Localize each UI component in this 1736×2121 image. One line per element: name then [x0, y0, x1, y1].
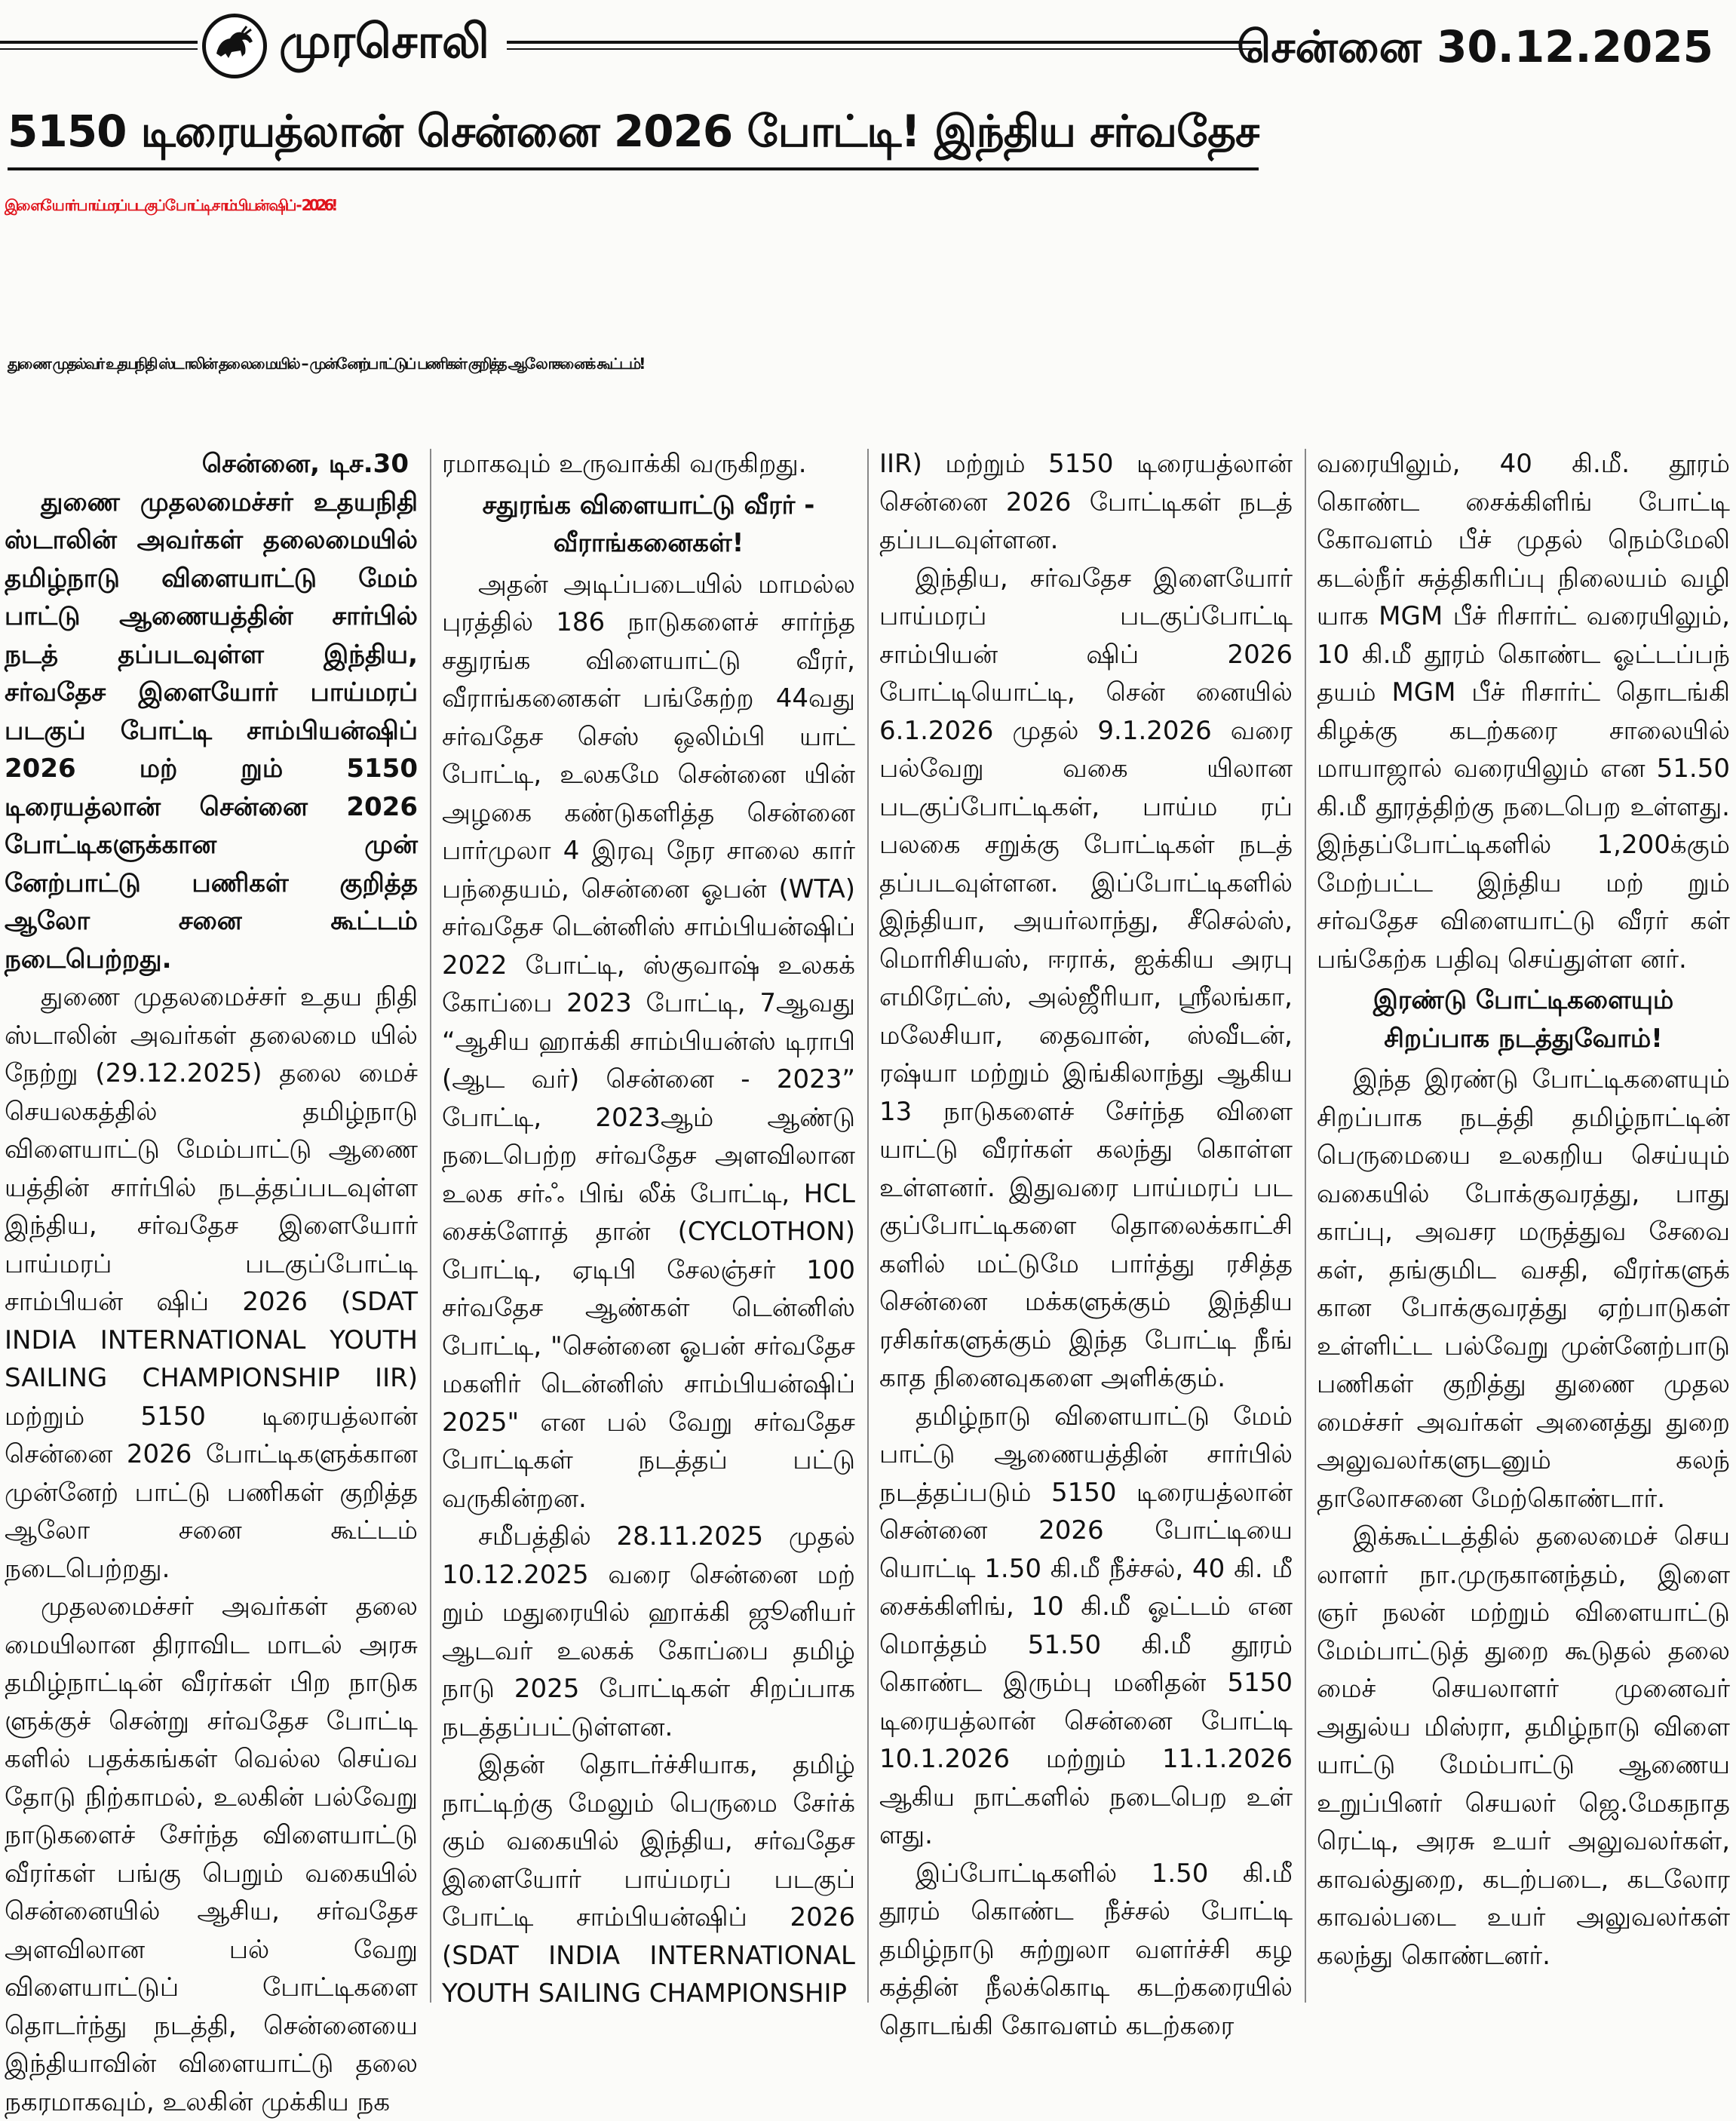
article-paragraph: சமீபத்தில் 28.11.2025 முதல் 10.12.2025 வரை சென்னை மற் றும் மதுரையில் ஹாக்கி ஜூனியர் ஆடவர் உலகக் கோப்பை தமிழ் நாடு 2025 போட்டிகள் சிறப்பாக நடத்தப்பட்டுள்ளன.	[442, 1521, 855, 1742]
masthead	[0, 0, 1736, 98]
article-column-3	[879, 445, 1293, 2041]
article-column-4	[1317, 445, 1730, 2005]
article-subheading: இரண்டு போட்டிகளையும் சிறப்பாக நடத்துவோம்!	[1373, 985, 1674, 1054]
article-column-1	[5, 445, 418, 2117]
article-subheading: சதுரங்க விளையாட்டு வீரர் - வீராங்கனைகள்!	[482, 490, 815, 558]
article-paragraph: இந்த இரண்டு போட்டிகளையும் சிறப்பாக நடத்தி தமிழ்நாட்டின் பெருமையை உலகறிய செய்யும் வகையில் போக்குவரத்து, பாது காப்பு, அவசர மருத்துவ சேவை கள், தங்குமிட வசதி, வீரர்களுக் கான போக்குவரத்து ஏற்பாடுகள் உள்ளிட்ட பல்வேறு முன்னேற்பாடு பணிகள் குறித்து துணை முதல மைச்சர் அவர்கள் அனைத்து துறை அலுவலர்களுடனும் கலந் தாலோசனை மேற்கொண்டார்.	[1317, 1064, 1730, 1514]
article-body	[0, 445, 1736, 2117]
article-paragraph-continued: IIR) மற்றும் 5150 டிரையத்லான் சென்னை 2026 போட்டிகள் நடத் தப்படவுள்ளன.	[879, 449, 1293, 555]
article-column-2	[442, 445, 855, 2009]
article-paragraph: இந்திய, சர்வதேச இளையோர் பாய்மரப் படகுப்போட்டி சாம்பியன் ஷிப் 2026 போட்டியொட்டி, சென் னையில் 6.1.2026 முதல் 9.1.2026 வரை பல்வேறு வகை யிலான படகுப்போட்டிகள், பாய்ம ரப் பலகை சறுக்கு போட்டிகள் நடத் தப்படவுள்ளன. இப்போட்டிகளில் இந்தியா, அயர்லாந்து, சீசெல்ஸ், மொரிசியஸ், ஈராக், ஐக்கிய அரபு எமிரேட்ஸ், அல்ஜீரியா, ஸ்ரீலங்கா, மலேசியா, தைவான், ஸ்வீடன், ரஷ்யா மற்றும் இங்கிலாந்து ஆகிய 13 நாடுகளைச் சேர்ந்த விளை யாட்டு வீரர்கள் கலந்து கொள்ள உள்ளனர். இதுவரை பாய்மரப் பட குப்போட்டிகளை தொலைக்காட்சி களில் மட்டுமே பார்த்து ரசித்த சென்னை மக்களுக்கும் இந்திய ரசிகர்களுக்கும் இந்த போட்டி நீங் காத நினைவுகளை அளிக்கும்.	[879, 563, 1293, 1393]
article-paragraph-continued: ரமாகவும் உருவாக்கி வருகிறது.	[442, 449, 807, 479]
article-paragraph: இக்கூட்டத்தில் தலைமைச் செய லாளர் நா.முருகானந்தம், இளை ஞர் நலன் மற்றும் விளையாட்டு மேம்பாட்டுத் துறை கூடுதல் தலை மைச் செயலாளர் முனைவர் அதுல்ய மிஸ்ரா, தமிழ்நாடு விளை யாட்டு மேம்பாட்டு ஆணைய உறுப்பினர் செயலர் ஜெ.மேகநாத ரெட்டி, அரசு உயர் அலுவலர்கள், காவல்துறை, கடற்படை, கடலோர காவல்படை உயர் அலுவலர்கள் கலந்து கொண்டனர்.	[1317, 1521, 1730, 1971]
article-paragraph: முதலமைச்சர் அவர்கள் தலை மையிலான திராவிட மாடல் அரசு தமிழ்நாட்டின் வீரர்கள் பிற நாடுக ளுக்குச் சென்று சர்வதேச போட்டி களில் பதக்கங்கள் வெல்ல செய்வ தோடு நிற்காமல், உலகின் பல்வேறு நாடுகளைச் சேர்ந்த விளையாட்டு வீரர்கள் பங்கு பெறும் வகையில் சென்னையில் ஆசிய, சர்வதேச அளவிலான பல் வேறு விளையாட்டுப் போட்டிகளை தொடர்ந்து நடத்தி, சென்னையை இந்தியாவின் விளையாட்டு தலை நகரமாகவும், உலகின் முக்கிய நக	[5, 1592, 418, 2117]
article-paragraph: இதன் தொடர்ச்சியாக, தமிழ் நாட்டிற்கு மேலும் பெருமை சேர்க் கும் வகையில் இந்திய, சர்வதேச இளையோர் பாய்மரப் படகுப் போட்டி சாம்பியன்ஷிப் 2026 (SDAT INDIA INTERNATIONAL YOUTH SAILING CHAMPIONSHIP	[442, 1750, 855, 2009]
article-paragraph: துணை முதலமைச்சர் உதய நிதி ஸ்டாலின் அவர்கள் தலைமை யில் நேற்று (29.12.2025) தலை மைச் செயலகத்தில் தமிழ்நாடு விளையாட்டு மேம்பாட்டு ஆணை யத்தின் சார்பில் நடத்தப்படவுள்ள இந்திய, சர்வதேச இளையோர் பாய்மரப் படகுப்போட்டி சாம்பியன் ஷிப் 2026 (SDAT INDIA INTERNATIONAL YOUTH SAILING CHAMPIONSHIP IIR) மற்றும் 5150 டிரையத்லான் சென்னை 2026 போட்டிகளுக்கான முன்னேற் பாட்டு பணிகள் குறித்த ஆலோ சனை கூட்டம் நடைபெற்றது.	[5, 982, 418, 1584]
article-paragraph: அதன் அடிப்படையில் மாமல்ல புரத்தில் 186 நாடுகளைச் சார்ந்த சதுரங்க விளையாட்டு வீரர், வீராங்கனைகள் பங்கேற்ற 44வது சர்வதேச செஸ் ஒலிம்பி யாட் போட்டி, உலகமே சென்னை யின் அழகை கண்டுகளித்த சென்னை பார்முலா 4 இரவு நேர சாலை கார் பந்தையம், சென்னை ஓபன் (WTA) சர்வதேச டென்னிஸ் சாம்பியன்ஷிப் 2022 போட்டி, ஸ்குவாஷ் உலகக் கோப்பை 2023 போட்டி, 7ஆவது “ஆசிய ஹாக்கி சாம்பியன்ஸ் டிராபி (ஆட வர்) சென்னை - 2023” போட்டி, 2023ஆம் ஆண்டு நடைபெற்ற சர்வதேச அளவிலான உலக சர்ஃ பிங் லீக் போட்டி, HCL சைக்ளோத் தான் (CYCLOTHON) போட்டி, ஏடிபி சேலஞ்சர் 100 சர்வதேச ஆண்கள் டென்னிஸ் போட்டி, "சென்னை ஓபன் சர்வதேச மகளிர் டென்னிஸ் சாம்பியன்ஷிப் 2025" என பல் வேறு சர்வதேச போட்டிகள் நடத்தப் பட்டு வருகின்றன.	[442, 569, 855, 1514]
headline-kicker: 5150 டிரையத்லான் சென்னை 2026 போட்டி! இந்திய சர்வதேச	[8, 106, 1259, 170]
article-paragraph: தமிழ்நாடு விளையாட்டு மேம் பாட்டு ஆணையத்தின் சார்பில் நடத்தப்படும் 5150 டிரையத்லான் சென்னை 2026 போட்டியை யொட்டி 1.50 கி.மீ நீச்சல், 40 கி. மீ சைக்கிளிங், 10 கி.மீ ஓட்டம் என மொத்தம் 51.50 கி.மீ தூரம் கொண்ட இரும்பு மனிதன் 5150 டிரையத்லான் சென்னை போட்டி 10.1.2026 மற்றும் 11.1.2026 ஆகிய நாட்களில் நடைபெற உள் ளது.	[879, 1401, 1293, 1850]
masthead-rule-left	[0, 41, 198, 50]
headline-main: இளையோர் பாய்மரப் படகுப் போட்டி சாம்பியன் ஷிப் - 2026!	[5, 196, 336, 214]
rising-sun-emblem-icon	[202, 14, 267, 78]
article-dateline: சென்னை, டிச.30	[201, 449, 409, 479]
article-paragraph: இப்போட்டிகளில் 1.50 கி.மீ தூரம் கொண்ட நீச்சல் போட்டி தமிழ்நாடு சுற்றுலா வளர்ச்சி கழ கத்தின் நீலக்கொடி கடற்கரையில் தொடங்கி கோவளம் கடற்கரை	[879, 1858, 1293, 2041]
paper-name: முரசொலி	[279, 14, 489, 69]
article-paragraph-continued: வரையிலும், 40 கி.மீ. தூரம் கொண்ட சைக்கிளிங் போட்டி கோவளம் பீச் முதல் நெம்மேலி கடல்நீர் சுத்திகரிப்பு நிலையம் வழி யாக MGM பீச் ரிசார்ட் வரையிலும், 10 கி.மீ தூரம் கொண்ட ஓட்டப்பந் தயம் MGM பீச் ரிசார்ட் தொடங்கி கிழக்கு கடற்கரை சாலையில் மாயாஜால் வரையிலும் என 51.50 கி.மீ தூரத்திற்கு நடைபெற உள்ளது. இந்தப்போட்டிகளில் 1,200க்கும் மேற்பட்ட இந்திய மற் றும் சர்வதேச விளையாட்டு வீரர் கள் பங்கேற்க பதிவு செய்துள்ள னர்.	[1317, 449, 1730, 975]
article-lead: துணை முதலமைச்சர் உதயநிதி ஸ்டாலின் அவர்கள் தலைமையில் தமிழ்நாடு விளையாட்டு மேம் பாட்டு ஆணையத்தின் சார்பில் நடத் தப்படவுள்ள இந்திய, சர்வதேச இளையோர் பாய்மரப் படகுப் போட்டி சாம்பியன்ஷிப் 2026 மற் றும் 5150 டிரையத்லான் சென்னை 2026 போட்டிகளுக்கான முன் னேற்பாட்டு பணிகள் குறித்த ஆலோ சனை கூட்டம் நடைபெற்றது.	[5, 487, 418, 975]
masthead-rule-right	[507, 41, 1261, 50]
bull-emblem-icon	[212, 23, 257, 69]
headline-sub: துணை முதல்வர் உதயநிதி ஸ்டாலின் தலைமையில் – முன்னேற்பாட்டுப் பணிகள் குறித்த ஆலோசனைக் கூட்டம்!	[8, 355, 644, 373]
masthead-dateline: சென்னை 30.12.2025	[1237, 21, 1713, 72]
